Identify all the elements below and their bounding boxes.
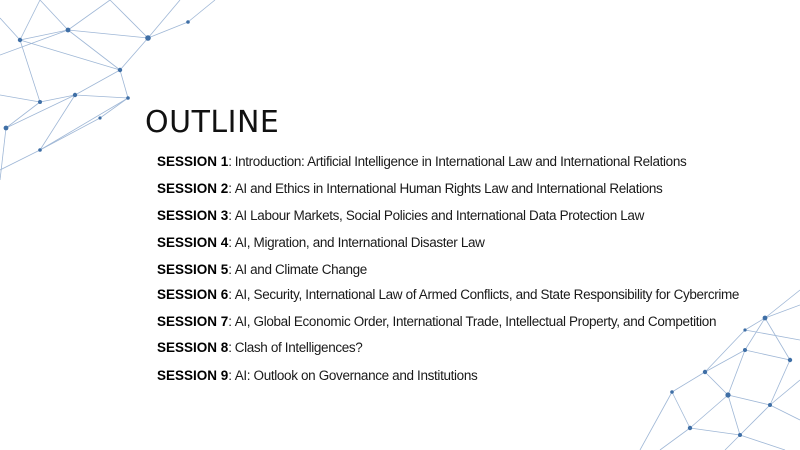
session-topic: Introduction: Artificial Intelligence in International Law and International Relations	[234, 154, 687, 169]
session-topic: AI, Migration, and International Disaster Law	[234, 235, 485, 250]
session-item-4: SESSION 4: AI, Migration, and International Disaster Law	[157, 235, 485, 250]
session-item-7: SESSION 7: AI, Global Economic Order, International Trade, Intellectual Property, and Competition	[157, 314, 717, 329]
session-item-6: SESSION 6: AI, Security, International Law of Armed Conflicts, and State Responsibility for Cybercrime	[157, 287, 740, 302]
session-label: SESSION 2	[157, 181, 229, 196]
session-label: SESSION 3	[157, 208, 229, 223]
session-topic: AI: Outlook on Governance and Institutions	[234, 368, 478, 383]
session-label: SESSION 5	[157, 262, 229, 277]
session-label: SESSION 4	[157, 235, 229, 250]
session-topic: AI and Climate Change	[234, 262, 367, 277]
session-label: SESSION 1	[157, 154, 229, 169]
session-label: SESSION 8	[157, 340, 229, 355]
session-topic: AI, Global Economic Order, International Trade, Intellectual Property, and Competition	[234, 314, 717, 329]
session-topic: AI, Security, International Law of Armed Conflicts, and State Responsibility for Cybercrime	[234, 287, 740, 302]
session-label: SESSION 6	[157, 287, 229, 302]
slide-title: OUTLINE	[145, 105, 280, 140]
session-item-8: SESSION 8: Clash of Intelligences?	[157, 340, 363, 355]
session-topic: Clash of Intelligences?	[234, 340, 363, 355]
session-item-1: SESSION 1: Introduction: Artificial Intelligence in International Law and International Relations	[157, 154, 687, 169]
session-item-9: SESSION 9: AI: Outlook on Governance and Institutions	[157, 368, 478, 383]
session-item-2: SESSION 2: AI and Ethics in International Human Rights Law and International Relations	[157, 181, 663, 196]
session-label: SESSION 7	[157, 314, 229, 329]
session-label: SESSION 9	[157, 368, 229, 383]
session-topic: AI Labour Markets, Social Policies and International Data Protection Law	[234, 208, 644, 223]
session-item-3: SESSION 3: AI Labour Markets, Social Policies and International Data Protection Law	[157, 208, 644, 223]
session-item-5: SESSION 5: AI and Climate Change	[157, 262, 367, 277]
session-topic: AI and Ethics in International Human Rights Law and International Relations	[234, 181, 663, 196]
